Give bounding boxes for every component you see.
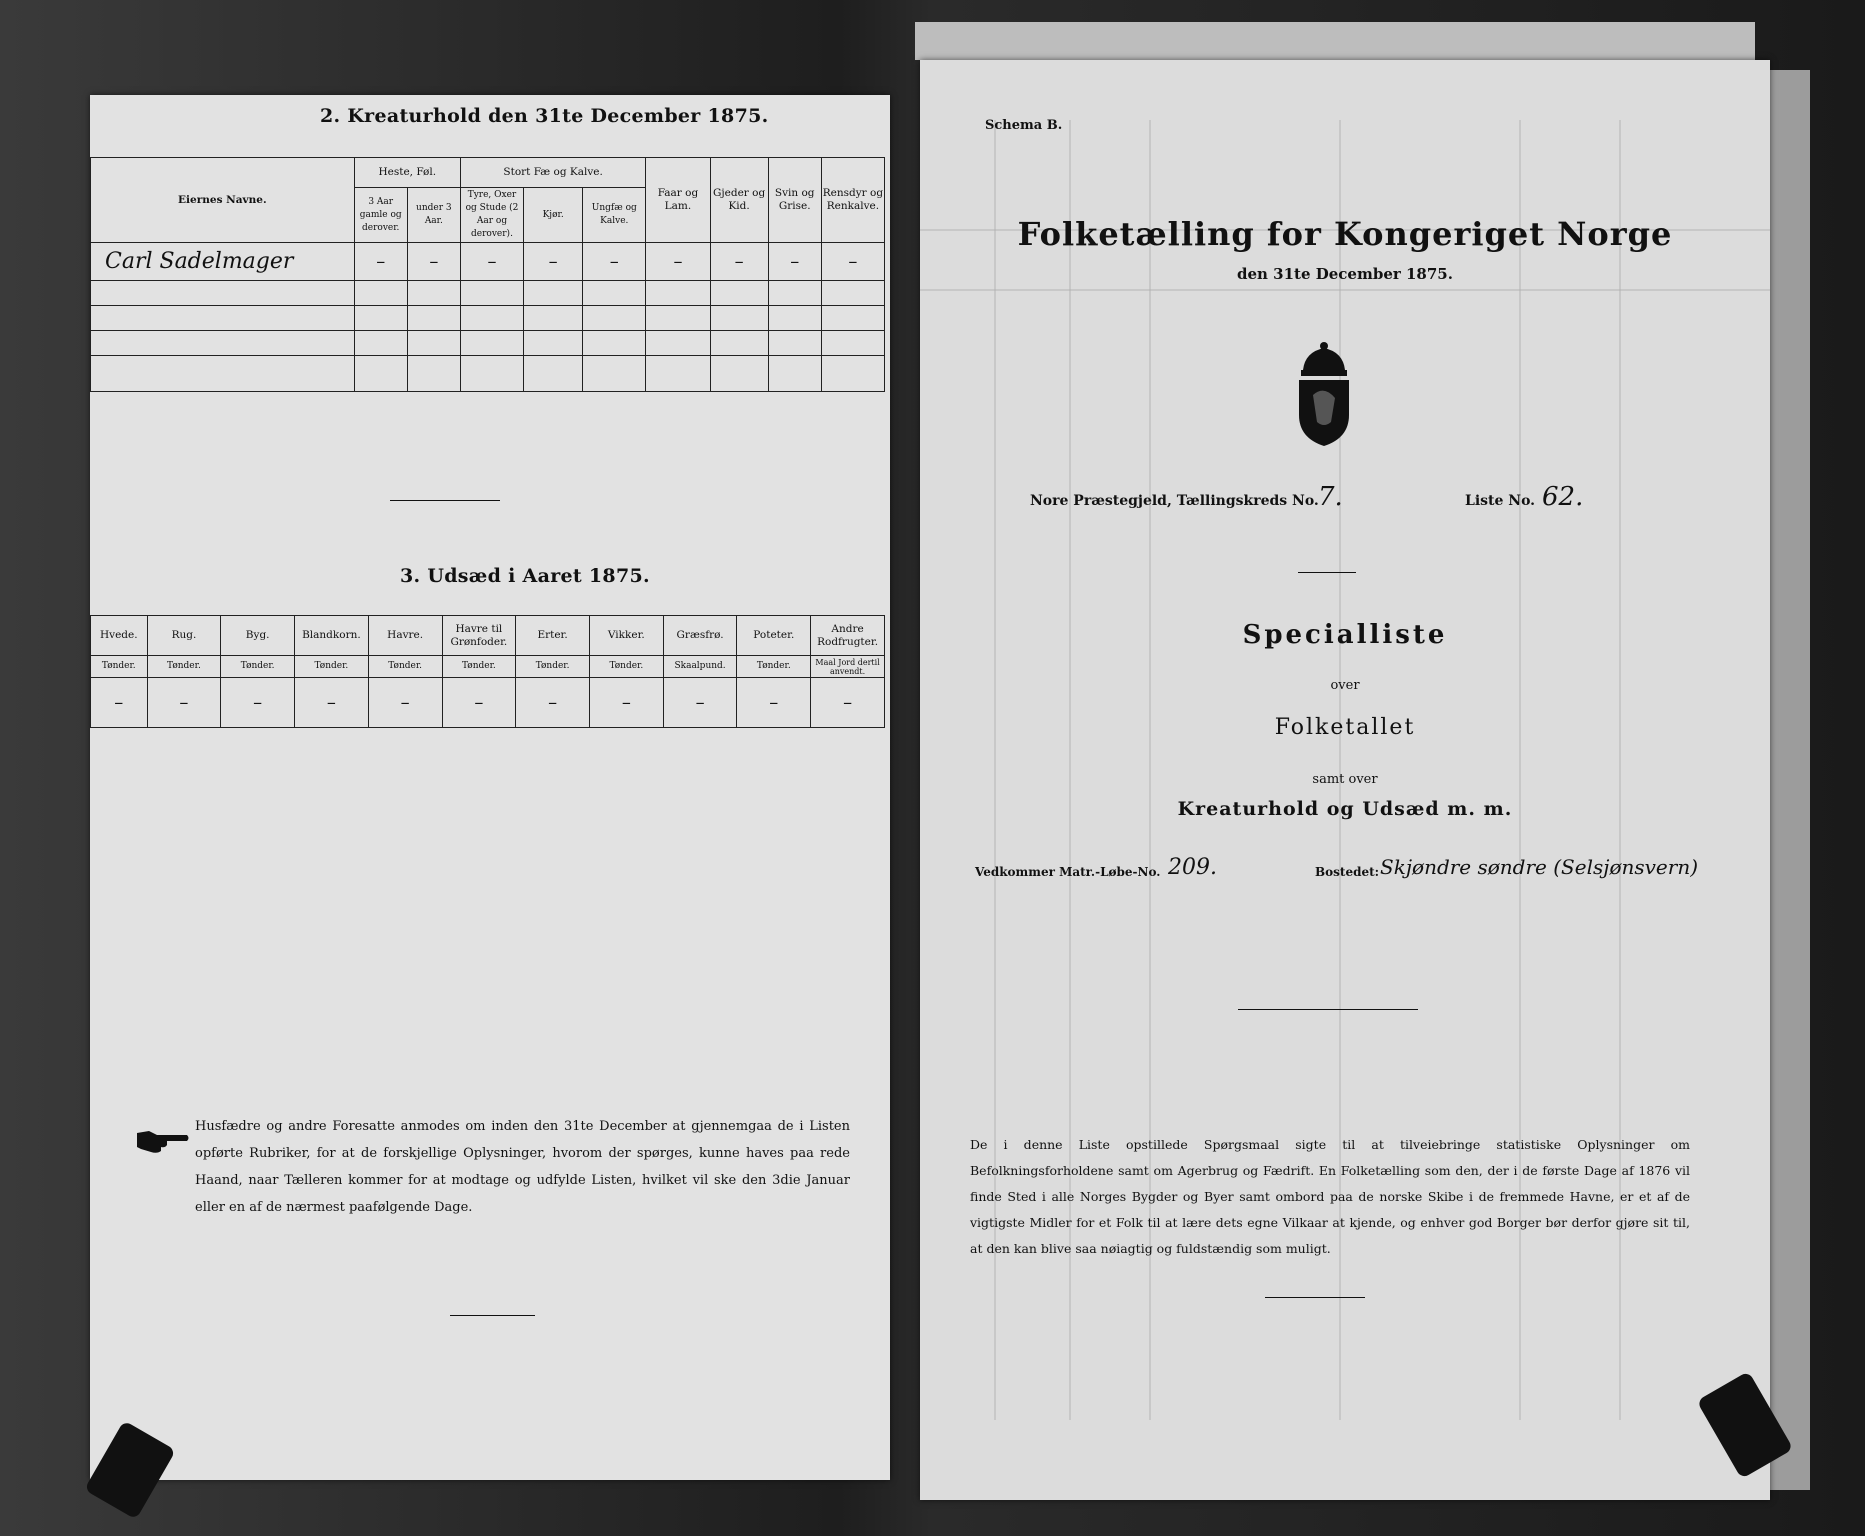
value-cell: – [91,678,148,728]
divider [390,500,500,501]
col-header: Byg. [221,616,295,656]
unit-header: Tønder. [589,656,663,678]
horses-header: Heste, Føl. [354,158,460,188]
col-header: Blandkorn. [295,616,369,656]
value-cell: – [295,678,369,728]
section2-title: 2. Kreaturhold den 31te December 1875. [320,105,769,127]
bosted-value: Skjøndre søndre (Selsjønsvern) [1380,855,1699,879]
instructions-notice: Husfædre og andre Foresatte anmodes om inden den 31te December at gjennemgaa de i Listen opførte Rubriker, for at de forskjellige Oplysninger, hvorom der spørges, kunne haves paa rede Haand, naar Tælleren kommer for at modtage og udfylde Listen, hvilket vil ske den 3die Januar eller en af de nærmest paafølgende Dage. [195,1119,850,1215]
col-header: Havre til Grønfoder. [442,616,516,656]
udsaed-table [90,615,885,728]
kreaturhold-table [90,157,885,392]
value-cell: – [221,678,295,728]
left-page [90,95,890,1480]
owner-cell [91,243,355,281]
divider [1238,1009,1418,1010]
over-text: over [1330,678,1360,693]
kreds-number: 7. [1318,482,1343,512]
unit-header: Tønder. [147,656,221,678]
divider [450,1315,535,1316]
value-cell: – [737,678,811,728]
data-cell: – [460,243,523,281]
value-cell: – [516,678,590,728]
bulls-header: Tyre, Oxer og Stude (2 Aar og derover). [460,188,523,243]
col-header: Poteter. [737,616,811,656]
matr-number: 209. [1168,855,1217,880]
calves-header: Ungfæ og Kalve. [583,188,646,243]
unit-header: Tønder. [442,656,516,678]
form-title: Folketælling for Kongeriget Norge [1017,215,1673,253]
samt-over-text: samt over [1312,772,1378,787]
folketallet-heading: Folketallet [1274,715,1416,740]
section3-title: 3. Udsæd i Aaret 1875. [400,565,650,587]
data-cell: – [710,243,768,281]
owner-header: Eiernes Navne. [91,158,355,243]
unit-header: Tønder. [91,656,148,678]
unit-header: Maal Jord dertil anvendt. [811,656,885,678]
col-header: Erter. [516,616,590,656]
unit-header: Tønder. [516,656,590,678]
col-header: Andre Rodfrugter. [811,616,885,656]
schema-label: Schema B. [985,118,1063,133]
value-cell: – [147,678,221,728]
owner-name: Carl Sadelmager [105,249,294,274]
data-cell: – [646,243,710,281]
reindeer-header: Rensdyr og Renkalve. [821,158,884,243]
matr-label: Vedkommer Matr.-Løbe-No. [975,865,1161,879]
unit-header: Tønder. [368,656,442,678]
cows-header: Kjør. [524,188,583,243]
col-header: Græsfrø. [663,616,737,656]
data-cell: – [524,243,583,281]
form-date: den 31te December 1875. [1237,265,1453,283]
specialliste-heading: Specialliste [1242,620,1448,650]
value-cell: – [663,678,737,728]
col-header: Rug. [147,616,221,656]
stacked-page-edges [915,22,1755,60]
unit-header: Tønder. [221,656,295,678]
kreaturhold-heading: Kreaturhold og Udsæd m. m. [1177,798,1513,820]
right-page-edges [1770,70,1810,1490]
right-page [920,60,1770,1500]
prestegjeld-label: Nore Præstegjeld, Tællingskreds No. [1030,493,1319,509]
goats-header: Gjeder og Kid. [710,158,768,243]
value-cell: – [442,678,516,728]
col-header: Hvede. [91,616,148,656]
data-cell: – [354,243,407,281]
data-cell: – [768,243,821,281]
bosted-label: Bostedet: [1315,865,1380,879]
col-header: Havre. [368,616,442,656]
horses-old-header: 3 Aar gamle og derover. [354,188,407,243]
cattle-header: Stort Fæ og Kalve. [460,158,645,188]
divider [1265,1297,1365,1298]
norway-coat-of-arms-icon [1293,340,1355,448]
liste-label: Liste No. [1465,493,1536,509]
pigs-header: Svin og Grise. [768,158,821,243]
col-header: Vikker. [589,616,663,656]
data-cell: – [821,243,884,281]
value-cell: – [368,678,442,728]
data-cell: – [407,243,460,281]
liste-number: 62. [1542,482,1584,512]
horses-young-header: under 3 Aar. [407,188,460,243]
sheep-header: Faar og Lam. [646,158,710,243]
statistics-paragraph: De i denne Liste opstillede Spørgsmaal sigte til at tilveiebringe statistiske Oplysninger om Befolkningsforholdene samt om Agerbrug og Fædrift. En Folketælling som den, der i de første Dage af 1876 vil finde Sted i alle Norges Bygder og Byer samt ombord paa de norske Skibe i de fremmede Havne, er et af de vigtigste Midler for et Folk til at lære dets egne Vilkaar at kjende, og enhver god Borger bør derfor gjøre sit til, at den kan blive saa nøiagtig og fuldstændig som muligt. [970,1137,1690,1256]
pointing-hand-icon [135,1125,190,1155]
divider [1298,572,1356,573]
value-cell: – [589,678,663,728]
unit-header: Skaalpund. [663,656,737,678]
data-cell: – [583,243,646,281]
unit-header: Tønder. [737,656,811,678]
unit-header: Tønder. [295,656,369,678]
value-cell: – [811,678,885,728]
